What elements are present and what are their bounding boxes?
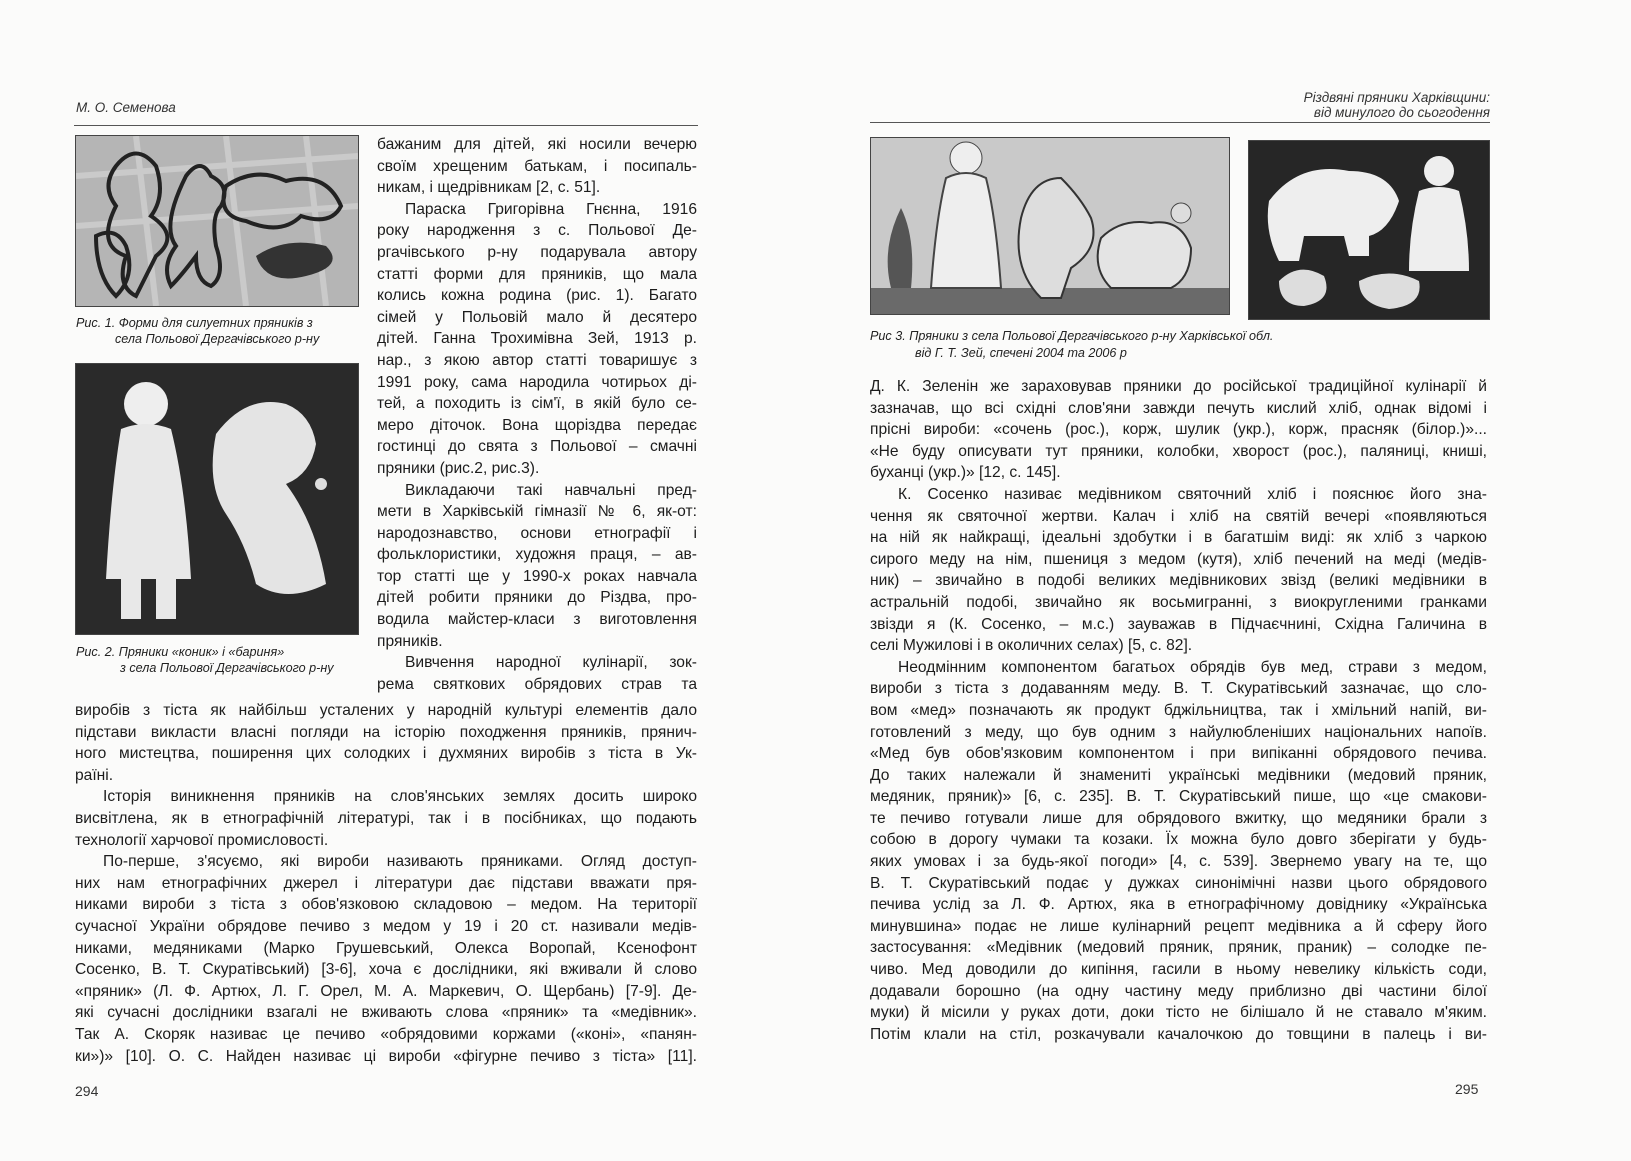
text-line: застосування: «Медівник (медовий пряник, пряник, праник) – солодке пе- (870, 939, 1487, 957)
header-rule (870, 122, 1490, 123)
text-line: вироби з тіста з додаванням меду. В. Т. Скуратівський зазначає, що сло- (870, 680, 1487, 698)
paragraph (377, 480, 697, 653)
text-line: собою в дорогу чумаки та козаки. Їх можна було довго зберігати у будь- (870, 831, 1487, 849)
figure3-caption (870, 328, 1488, 361)
figure3-photo-gingerbread-figures-right (1248, 140, 1490, 320)
text-line: Вивчення народної кулінарії, зок- (405, 654, 697, 672)
text-line: раїні. (75, 766, 114, 784)
text-line: Параска Григорівна Гнєнна, 1916 (405, 200, 697, 218)
text-line: селі Мужилові і в околичних селах) [5, с. 82]. (870, 637, 1193, 655)
text-line: зазначав, що всі східні слов'яни завжди печуть кислий хліб, однак відомі і (870, 399, 1487, 417)
text-line: ки»)» [10]. О. С. Найден називає ці вироби «фігурне печиво з тіста» [11]. (75, 1047, 697, 1065)
text-line: додавали борошно (на одну частину меду приблизно дві частини білої (870, 982, 1487, 1000)
text-line: никами, медяниками (Марко Грушевський, Олекса Воропай, Ксенофонт (75, 939, 697, 957)
text-line: мети в Харківській гімназії № 6, як-от: (377, 503, 697, 521)
text-line: своїм хрещеним батькам, і посипаль- (377, 157, 697, 175)
text-line: Так А. Скоряк називає це печиво «обрядовими коржами («коні», «панян- (75, 1025, 697, 1043)
text-line: До таких належали й знамениті українські медівники (медовий пряник, (870, 766, 1487, 784)
text-line: Потім клали на стіл, розкачували качалочкою до товщини в палець і ви- (870, 1025, 1487, 1043)
text-line: Історія виникнення пряників на слов'янських землях досить широко (103, 788, 697, 806)
text-line: Неодмінним компонентом багатьох обрядів був мед, страви з медом, (898, 658, 1487, 676)
figure1-caption-line1: Рис. 1. Форми для силуетних пряників з (76, 316, 313, 330)
running-header-author: М. О. Семенова (76, 100, 176, 115)
figure2-caption-line1: Рис. 2. Пряники «коник» і «бариня» (76, 645, 285, 659)
text-line: ргачівського р-ну подарувала автору (377, 243, 697, 261)
text-line: чиво. Мед доводили до кипіння, гасили в ньому невелику кількість соди, (870, 961, 1487, 979)
text-line: Викладаючи такі навчальні пред- (405, 481, 697, 499)
text-line: вом «мед» позначають як продукт бджільництва, так і хмільний напій, ви- (870, 701, 1487, 719)
text-line: никам, і щедрівникам [2, с. 51]. (377, 179, 601, 197)
text-line: статті форми для пряників, що мала (377, 265, 697, 283)
text-line: які сучасні дослідники взагалі не вживають слова «пряник» та «медівник». (75, 1004, 697, 1022)
text-line: народознавство, основи етнографії і (377, 524, 697, 542)
paragraph (377, 199, 697, 480)
text-line: К. Сосенко називає медівником святочний хліб і пояснює його зна- (898, 485, 1487, 503)
paragraph (870, 376, 1487, 484)
text-line: тей, а походить із сім'ї, в якій було се- (377, 395, 697, 413)
text-line: звізди я (К. Сосенко, – м.с.) зауважав в Підчаєчнині, Східна Галичина в (870, 615, 1487, 633)
text-line: те печиво готували лише для обрядового вжитку, що медяники брали з (870, 809, 1487, 827)
paragraph (377, 134, 697, 199)
running-header-title-line2: від минулого до сьогодення (1313, 105, 1490, 120)
text-line: дітей. Ганна Трохимівна Зей, 1913 р. (377, 330, 697, 348)
text-line: тор статті ще у 1990-х роках навчала (377, 567, 697, 585)
paragraph (870, 484, 1487, 657)
figure1-photo-cookie-cutters (75, 135, 359, 307)
paragraph (75, 700, 697, 786)
text-line: водила майстер-класи з виготовлення (377, 611, 697, 629)
figure1-caption-line2: села Польової Дергачівського р-ну (115, 332, 320, 346)
text-line: яких умовах і за будь-якої погоди» [4, с. 539]. Звернемо увагу на те, що (870, 853, 1487, 871)
paragraph (75, 851, 697, 1067)
text-line: «пряник» (Л. Ф. Артюх, Л. Г. Орел, М. А. Маркевич, О. Щербань) [7-9]. Де- (75, 982, 697, 1000)
text-line: технології харчової промисловості. (75, 831, 329, 849)
text-line: чення як святочної жертви. Калач і хліб на святій вечері «появляються (870, 507, 1487, 525)
text-line: них нам етнографічних джерел і літератури дає підстави вважати пря- (75, 874, 697, 892)
paragraph (75, 786, 697, 851)
running-header-title-line1: Різдвяні пряники Харківщини: (1303, 90, 1490, 105)
page-number-right: 295 (1455, 1081, 1479, 1097)
header-rule (74, 125, 698, 126)
text-line: Сосенко, В. Т. Скуратівський) [3-6], хоча є дослідники, які вживали й слово (75, 961, 697, 979)
text-line: сирого меду на нім, пшениця з медом (кутя), хліб печений на меді (медів- (870, 550, 1487, 568)
text-line: 1991 року, сама народила чотирьох ді- (377, 373, 697, 391)
text-line: муки) й місили у руках доти, доки тісто не білішало й не ставало м'яким. (870, 1004, 1487, 1022)
text-line: ного мистецтва, поширення цих солодких і духмяних виробів з тіста в Ук- (75, 745, 697, 763)
text-line: сучасної України обрядове печиво з медом у 19 і 20 ст. називали медів- (75, 917, 697, 935)
page-number-left: 294 (75, 1083, 99, 1099)
figure2-photo-gingerbread-horse-lady (75, 363, 359, 635)
text-line: висвітлена, як в етнографічній літературі, так і в посібниках, що подають (75, 809, 697, 827)
text-line: сімей у Польовій мало й десятеро (377, 308, 697, 326)
figure3-caption-line1: Рис 3. Пряники з села Польової Дергачівського р-ну Харківської обл. (870, 329, 1274, 343)
text-line: виробів з тіста як найбільш усталених у народній культурі елементів дало (75, 702, 697, 719)
text-line: «Не буду описувати тут пряники, колобки, хворост (рос.), паляниці, книші, (870, 442, 1487, 460)
text-line: дітей робити пряники до Різдва, про- (377, 589, 697, 607)
paragraph (870, 657, 1487, 1046)
text-line: фольклористики, художня праця, – ав- (377, 546, 697, 564)
text-line: минувшина» подає не лише кулінарний рецепт медівника а й сферу його (870, 917, 1487, 935)
text-line: підстави викласти власні погляди на історію походження пряників, прянич- (75, 723, 697, 741)
text-line: печива услід за Л. Ф. Артюх, яка в етнографічному довіднику «Українська (870, 896, 1487, 914)
right-page-text (870, 376, 1487, 1045)
text-line: медяник, пряник)» [6, с. 235]. В. Т. Скуратівський пише, що «це смакови- (870, 788, 1487, 806)
text-line: пряників. (377, 632, 443, 650)
text-line: астральній подобі, звичайно як восьмигранні, з виокругленими гранками (870, 593, 1487, 611)
text-line: бажаним для дітей, які носили вечерю (377, 136, 697, 153)
text-line: По-перше, з'ясуємо, які вироби називають пряниками. Огляд доступ- (103, 853, 697, 871)
text-line: ник) – звичайно в подобі великих медівникових звізд (великі медівники в (870, 572, 1487, 590)
running-header-title (1304, 90, 1490, 120)
text-line: Д. К. Зеленін же зараховував пряники до російської традиційної кулінарії й (870, 378, 1487, 395)
text-line: колись кожна родина (рис. 1). Багато (377, 287, 697, 305)
text-line: готовлений з меду, що був одним з найулюбленіших національних напоїв. (870, 723, 1487, 741)
text-line: меро діточок. Вона щоріздва передає (377, 416, 697, 434)
text-line: на ній як найкращі, ідеальні здобутки і в багатшім виді: як хліб з чаркою (870, 529, 1487, 547)
figure3-photo-gingerbread-figures-left (870, 137, 1230, 315)
text-line: никами вироби з тіста з обов'язковою складовою – медом. На території (75, 896, 697, 914)
figure2-caption-line2: з села Польової Дергачівського р-ну (120, 661, 334, 675)
text-line: рема святкових обрядових страв та (377, 675, 697, 693)
text-line: гостинці до свята з Польової – смачні (377, 438, 697, 456)
text-line: В. Т. Скуратівський подає у дужках синонімічні назви цього обрядового (870, 874, 1487, 892)
text-line: пряники (рис.2, рис.3). (377, 459, 540, 477)
figure3-caption-line2: від Г. Т. Зей, спечені 2004 та 2006 р (915, 345, 1127, 360)
left-page-text-full-width (75, 700, 697, 1067)
text-line: року народження з с. Польової Де- (377, 222, 697, 240)
text-line: буханці (укр.)» [12, с. 145]. (870, 464, 1061, 482)
text-line: «Мед був обов'язковим компонентом і при випіканні обрядового печива. (870, 745, 1487, 763)
text-line: нар., з якою автор статті товаришує з (377, 351, 697, 369)
paragraph (377, 652, 697, 695)
left-page-text-column (377, 134, 697, 695)
text-line: прісні вироби: «сочень (рос.), корж, шулик (укр.), корж, прасняк (білор.)»... (870, 421, 1487, 439)
